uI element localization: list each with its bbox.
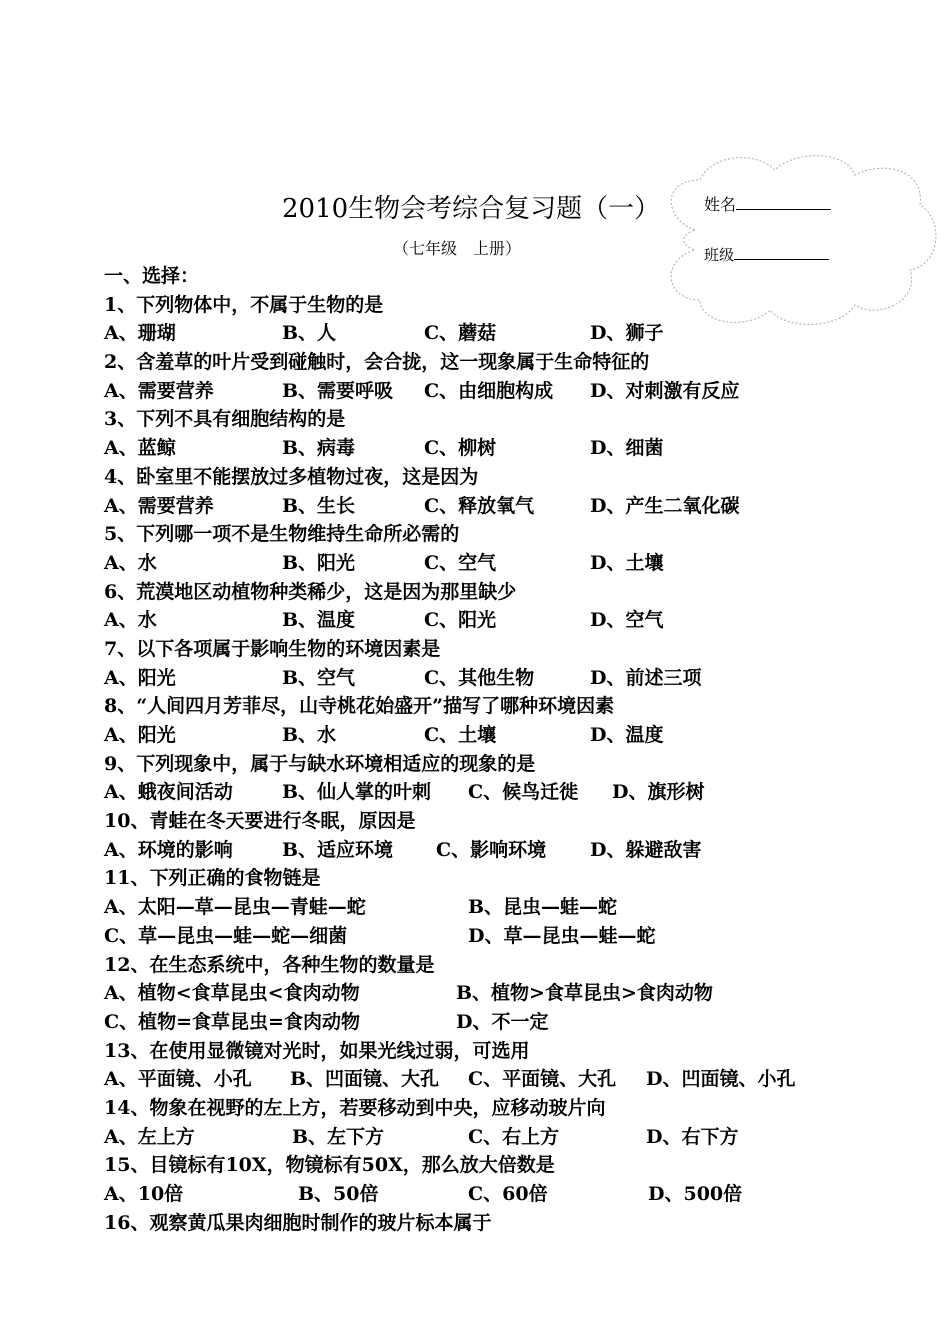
question-text: 14、物象在视野的左上方，若要移动到中央，应移动玻片向 [104,1096,606,1119]
option-c[interactable]: C、柳树 [424,437,497,460]
option-b[interactable]: B、仙人掌的叶刺 [282,781,432,804]
option-c[interactable]: C、右上方 [468,1125,560,1148]
question-text: 10、青蛙在冬天要进行冬眠，原因是 [104,810,416,833]
option-c[interactable]: C、释放氧气 [424,494,535,517]
option-d[interactable]: D、凹面镜、小孔 [646,1068,796,1091]
option-d[interactable]: D、前述三项 [590,666,702,689]
options-row [104,778,844,807]
option-d[interactable]: D、不一定 [456,1010,549,1033]
options-row [104,1065,844,1094]
option-a[interactable]: A、珊瑚 [104,322,176,345]
page-title: 2010生物会考综合复习题（一） [282,194,661,224]
question-text: 16、观察黄瓜果肉细胞时制作的玻片标本属于 [104,1211,492,1234]
option-b[interactable]: B、昆虫—蛙—蛇 [468,896,618,919]
option-b[interactable]: B、生长 [282,494,356,517]
name-field[interactable] [704,192,831,215]
option-c[interactable]: C、平面镜、大孔 [468,1068,617,1091]
question-text: 12、在生态系统中，各种生物的数量是 [104,953,435,976]
name-blank[interactable] [736,193,831,210]
option-b[interactable]: B、人 [282,322,337,345]
option-d[interactable]: D、细菌 [590,437,664,460]
option-d[interactable]: D、产生二氧化碳 [590,494,740,517]
section-title: 一、选择： [104,265,200,287]
question-text: 5、下列哪一项不是生物维持生命所必需的 [104,523,460,546]
option-b[interactable]: B、温度 [282,609,356,632]
options-row [104,319,844,348]
question-text: 2、含羞草的叶片受到碰触时，会合拢，这一现象属于生命特征的 [104,351,650,374]
question-text: 1、下列物体中，不属于生物的是 [104,293,384,316]
options-row [104,922,844,951]
option-c[interactable]: C、阳光 [424,609,497,632]
option-a[interactable]: A、水 [104,551,157,574]
options-row [104,434,844,463]
option-a[interactable]: A、水 [104,609,157,632]
options-row [104,492,844,521]
option-b[interactable]: B、需要呼吸 [282,379,394,402]
options-row [104,606,844,635]
option-d[interactable]: D、对刺激有反应 [590,379,740,402]
question-text: 7、以下各项属于影响生物的环境因素是 [104,637,441,660]
question-text: 8、“人间四月芳菲尽，山寺桃花始盛开”描写了哪种环境因素 [104,695,615,718]
option-d[interactable]: D、旗形树 [612,781,705,804]
option-a[interactable]: A、需要营养 [104,379,214,402]
page-subtitle: （七年级 上册） [393,239,522,258]
question-list [104,262,844,1237]
option-b[interactable]: B、阳光 [282,551,356,574]
option-a[interactable]: A、植物<食草昆虫<食肉动物 [104,982,360,1005]
question-text: 11、下列正确的食物链是 [104,867,321,890]
options-row [104,979,844,1008]
class-label: 班级 [704,246,735,264]
options-row [104,664,844,693]
class-blank[interactable] [734,243,829,260]
option-c[interactable]: C、土壤 [424,724,497,746]
option-b[interactable]: B、空气 [282,666,356,689]
options-row [104,893,844,922]
options-row [104,836,844,865]
option-d[interactable]: D、500倍 [648,1183,743,1205]
options-row [104,721,844,750]
option-d[interactable]: D、温度 [590,724,664,746]
option-c[interactable]: C、候鸟迁徙 [468,781,579,804]
question-text: 6、荒漠地区动植物种类稀少，这是因为那里缺少 [104,580,517,603]
option-b[interactable]: B、50倍 [298,1183,379,1205]
option-a[interactable]: A、蛾夜间活动 [104,781,233,804]
option-b[interactable]: B、左下方 [292,1125,385,1148]
options-row [104,1008,844,1037]
option-b[interactable]: B、植物>食草昆虫>食肉动物 [456,982,713,1005]
option-a[interactable]: A、左上方 [104,1125,195,1148]
options-row [104,1180,844,1209]
question-text: 15、目镜标有10X，物镜标有50X，那么放大倍数是 [104,1154,555,1177]
option-b[interactable]: B、适应环境 [282,838,394,861]
options-row [104,377,844,406]
option-b[interactable]: B、凹面镜、大孔 [290,1068,440,1091]
option-a[interactable]: A、蓝鲸 [104,437,176,460]
option-d[interactable]: D、土壤 [590,551,664,574]
option-a[interactable]: A、阳光 [104,666,176,689]
name-label: 姓名 [704,195,737,214]
option-d[interactable]: D、右下方 [646,1125,739,1148]
option-d[interactable]: D、草—昆虫—蛙—蛇 [468,924,656,947]
option-b[interactable]: B、病毒 [282,437,356,460]
option-c[interactable]: C、其他生物 [424,666,535,689]
options-row [104,1123,844,1152]
option-a[interactable]: A、太阳—草—昆虫—青蛙—蛇 [104,896,366,919]
option-c[interactable]: C、植物=食草昆虫=食肉动物 [104,1010,360,1033]
option-d[interactable]: D、空气 [590,609,664,632]
question-text: 13、在使用显微镜对光时，如果光线过弱，可选用 [104,1039,530,1062]
question-text: 4、卧室里不能摆放过多植物过夜，这是因为 [104,465,479,488]
option-c[interactable]: C、由细胞构成 [424,379,554,402]
option-a[interactable]: A、环境的影响 [104,838,233,861]
option-c[interactable]: C、空气 [424,551,497,574]
option-d[interactable]: D、躲避敌害 [590,838,702,861]
option-c[interactable]: C、影响环境 [436,838,547,861]
option-c[interactable]: C、草—昆虫—蛙—蛇—细菌 [104,924,348,947]
question-text: 3、下列不具有细胞结构的是 [104,408,346,431]
option-a[interactable]: A、平面镜、小孔 [104,1068,252,1091]
option-a[interactable]: A、10倍 [104,1183,184,1205]
option-c[interactable]: C、蘑菇 [424,322,497,345]
option-b[interactable]: B、水 [282,724,337,746]
option-a[interactable]: A、需要营养 [104,494,214,517]
option-a[interactable]: A、阳光 [104,724,176,746]
question-text: 9、下列现象中，属于与缺水环境相适应的现象的是 [104,752,536,775]
options-row [104,549,844,578]
option-c[interactable]: C、60倍 [468,1183,548,1205]
option-d[interactable]: D、狮子 [590,322,664,345]
